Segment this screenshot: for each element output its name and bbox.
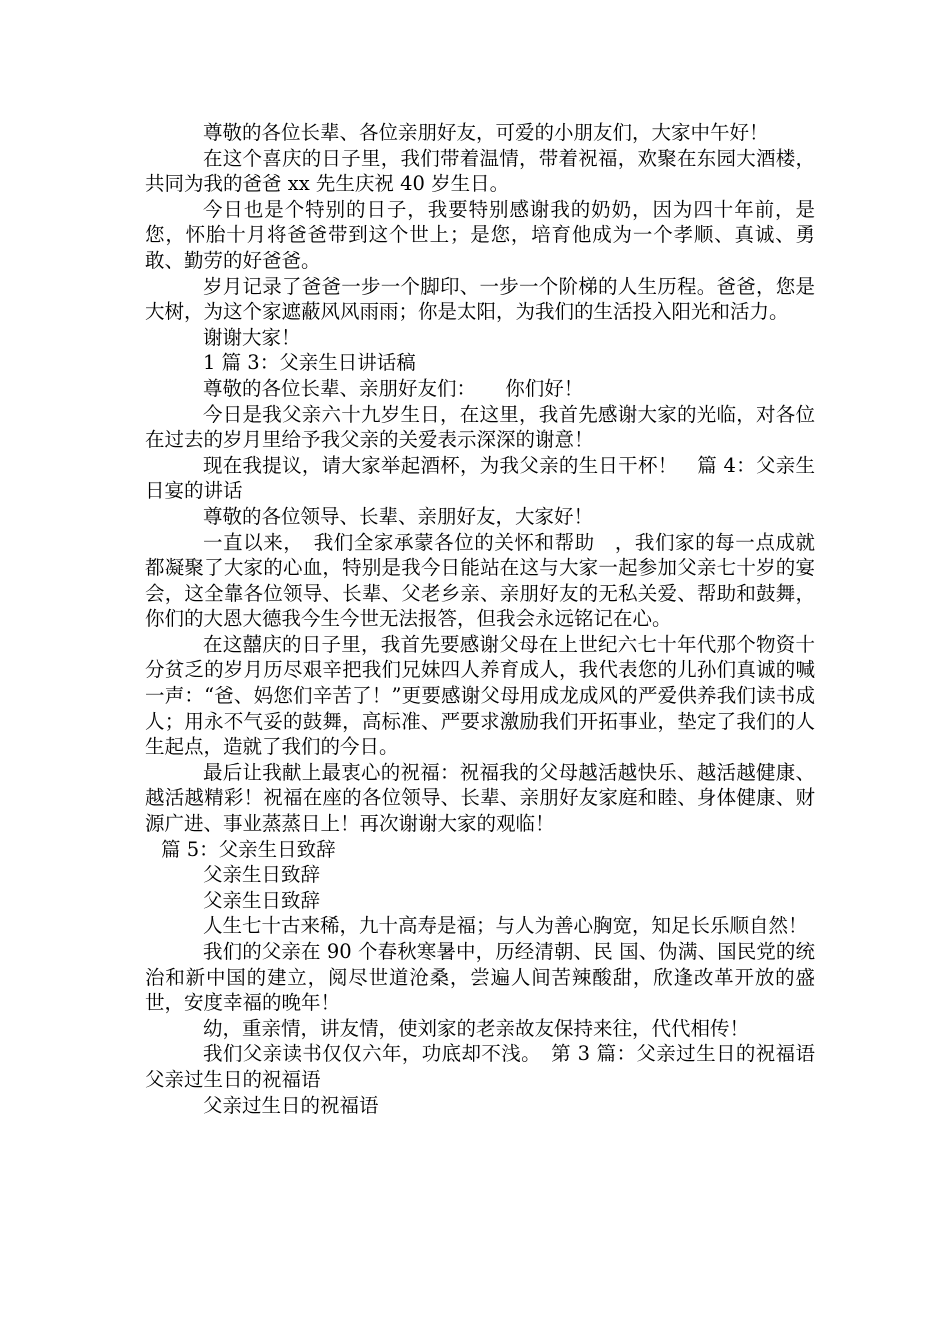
subtitle-2: 父亲生日致辞 — [203, 888, 321, 912]
paragraph-kinship: 幼，重亲情，讲友情，使刘家的老亲故友保持来往，代代相传！ — [203, 1016, 750, 1040]
paragraph-blessing: 最后让我献上最衷心的祝福：祝福我的父母越活越快乐、越活越健康、越活越精彩！祝福在座的各位领导、长辈、亲朋好友家庭和睦、身体健康、财源广进、事业蒸蒸日上！再次谢谢大家的观临！ — [145, 760, 815, 836]
paragraph-ninety-years: 我们的父亲在 90 个春秋寒暑中，历经清朝、民 国、伪满、国民党的统治和新中国的建立，阅尽世道沧桑，尝遍人间苦辣酸甜，欣逢改革开放的盛世，安度幸福的晚年！ — [145, 940, 815, 1015]
paragraph-grandmother: 今日也是个特别的日子，我要特别感谢我的奶奶，因为四十年前，是您，怀胎十月将爸爸带到这个世上；是您，培育他成为一个孝顺、真诚、勇敢、勤劳的好爸爸。 — [145, 197, 815, 272]
paragraph-gathering: 在这个喜庆的日子里，我们带着温情，带着祝福，欢聚在东园大酒楼，共同为我的爸爸 xx 先生庆祝 40 岁生日。 — [145, 146, 815, 196]
paragraph-greeting-2: 尊敬的各位长辈、亲朋好友们： 你们好！ — [203, 376, 584, 400]
document-page — [145, 120, 815, 1118]
paragraph-sixty-nine: 今日是我父亲六十九岁生日，在这里，我首先感谢大家的光临，对各位在过去的岁月里给予我父亲的关爱表示深深的谢意！ — [145, 402, 815, 452]
paragraph-final-heading: 父亲过生日的祝福语 — [203, 1093, 379, 1117]
paragraph-longevity: 人生七十古来稀，九十高寿是福；与人为善心胸宽，知足长乐顺自然！ — [203, 914, 808, 938]
section-heading-5: 篇 5：父亲生日致辞 — [161, 837, 336, 861]
paragraph-toast: 现在我提议，请大家举起酒杯，为我父亲的生日干杯！ 篇 4：父亲生日宴的讲话 — [145, 453, 815, 503]
paragraph-thanks: 谢谢大家！ — [203, 325, 301, 349]
subtitle-1: 父亲生日致辞 — [203, 863, 321, 887]
paragraph-study: 我们父亲读书仅仅六年，功底却不浅。 第 3 篇：父亲过生日的祝福语父亲过生日的祝福语 — [145, 1042, 815, 1091]
paragraph-gratitude: 一直以来， 我们全家承蒙各位的关怀和帮助 ，我们家的每一点成就都凝聚了大家的心血，特别是我今日能站在这与大家一起参加父亲七十岁的宴会，这全靠各位领导、长辈、父老乡亲、亲朋好友的无私关爱、帮助和鼓舞，你们的大恩大德我今生今世无法报答，但我会永远铭记在心。 — [145, 530, 815, 631]
paragraph-greeting-1: 尊敬的各位长辈、各位亲朋好友，可爱的小朋友们，大家中午好！ — [203, 121, 769, 144]
section-heading-3: 1 篇 3：父亲生日讲话稿 — [203, 351, 416, 375]
paragraph-parents: 在这囍庆的日子里，我首先要感谢父母在上世纪六七十年代那个物资十分贫乏的岁月历尽艰辛把我们兄妹四人养育成人，我代表您的儿孙们真诚的喊一声：“爸、妈您们辛苦了！”更要感谢父母用成龙成风的严爱供养我们读书成人；用永不气妥的鼓舞，高标准、严要求激励我们开拓事业，垫定了我们的人生起点，造就了我们的今日。 — [145, 632, 815, 759]
paragraph-years: 岁月记录了爸爸一步一个脚印、一步一个阶梯的人生历程。爸爸，您是大树，为这个家遮蔽风风雨雨；你是太阳，为我们的生活投入阳光和活力。 — [145, 274, 815, 324]
paragraph-greeting-3: 尊敬的各位领导、长辈、亲朋好友，大家好！ — [203, 504, 594, 528]
